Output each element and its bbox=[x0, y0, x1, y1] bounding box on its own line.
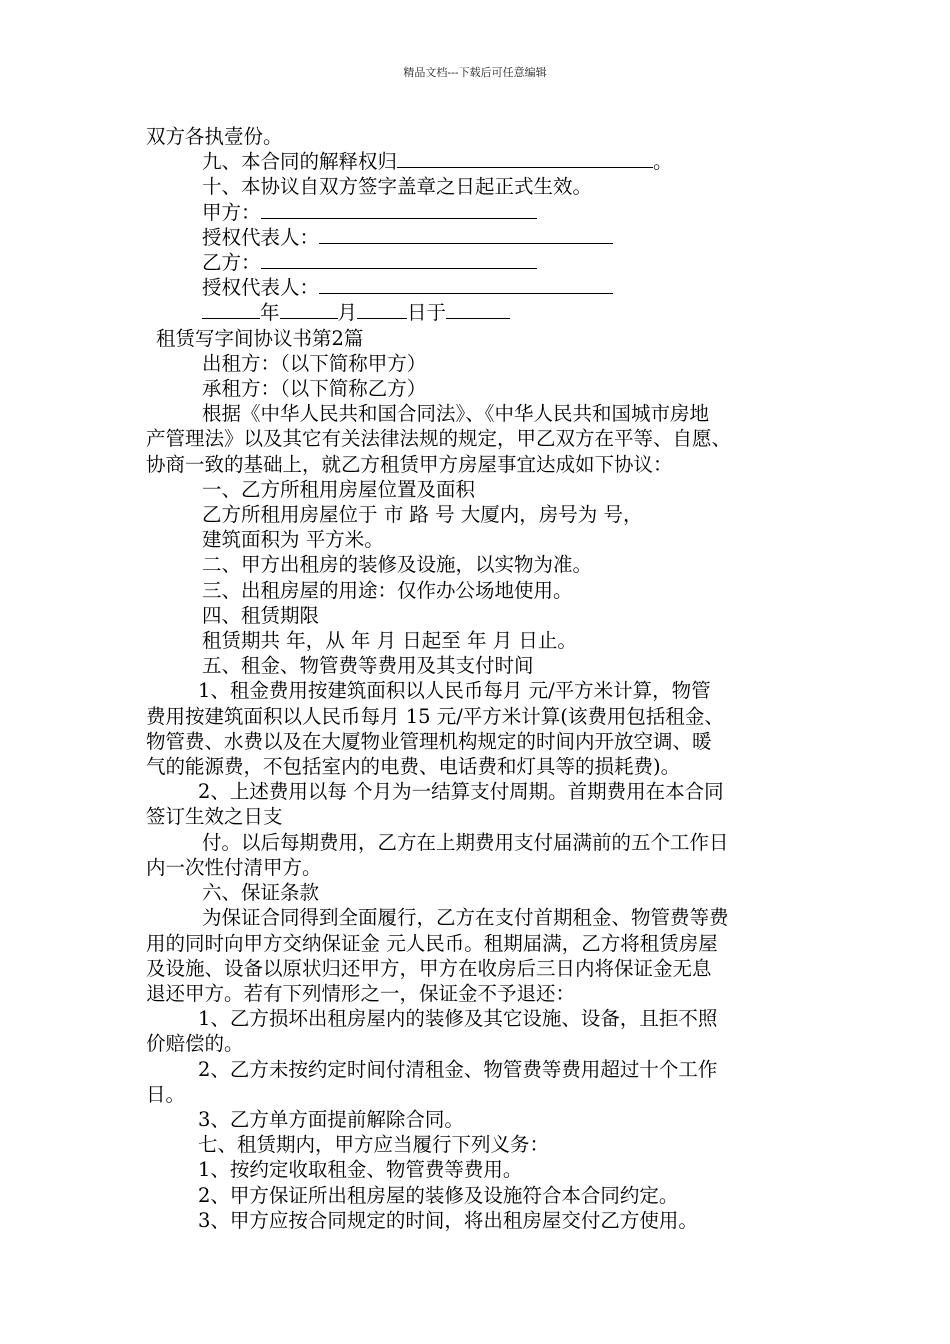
date-place-line bbox=[146, 300, 811, 325]
section-title: 租赁写字间协议书第2篇 bbox=[156, 326, 364, 350]
blank-line bbox=[202, 300, 260, 319]
clause-heading: 一、乙方所租用房屋位置及面积 bbox=[202, 477, 476, 501]
blank-line bbox=[397, 149, 653, 168]
party-b-rep-signature bbox=[146, 275, 811, 300]
blank-line bbox=[261, 250, 537, 269]
text-line: 及设施、设备以原状归还甲方，甲方在收房后三日内将保证金无息 bbox=[146, 956, 712, 980]
party-a-rep-signature bbox=[146, 225, 811, 250]
text-line: 价赔偿的。 bbox=[146, 1032, 244, 1056]
year-label: 年 bbox=[260, 301, 280, 325]
text-line: 协商一致的基础上，就乙方租赁甲方房屋事宜达成如下协议： bbox=[146, 452, 673, 476]
party-a-rep-label: 授权代表人： bbox=[202, 225, 320, 249]
text-line: 为保证合同得到全面履行，乙方在支付首期租金、物管费等费 bbox=[202, 906, 729, 930]
clause-heading: 三、出租房屋的用途：仅作办公场地使用。 bbox=[202, 578, 573, 602]
clause-heading: 六、保证条款 bbox=[202, 881, 320, 905]
party-b-rep-label: 授权代表人： bbox=[202, 276, 320, 300]
month-label: 月 bbox=[337, 301, 358, 325]
clause-nine bbox=[146, 149, 811, 174]
clause-heading: 二、甲方出租房的装修及设施，以实物为准。 bbox=[202, 553, 593, 577]
text-line: 2、上述费用以每 个月为一结算支付周期。首期费用在本合同 bbox=[198, 780, 724, 804]
day-label: 日于 bbox=[407, 301, 447, 325]
text-line: 退还甲方。若有下列情形之一，保证金不予退还： bbox=[146, 981, 576, 1005]
text-line: 日。 bbox=[146, 1082, 186, 1106]
text-line: 根据《中华人民共和国合同法》、《中华人民共和国城市房地 bbox=[202, 402, 710, 426]
text-line: 产管理法》以及其它有关法律法规的规定，甲乙双方在平等、自愿、 bbox=[146, 427, 732, 451]
clause-ten: 十、本协议自双方签字盖章之日起正式生效。 bbox=[202, 175, 593, 199]
text-line: 乙方所租用房屋位于 市 路 号 大厦内，房号为 号， bbox=[202, 503, 643, 527]
clause-nine-text: 九、本合同的解释权归 bbox=[202, 150, 398, 174]
clause-heading: 七、租赁期内，甲方应当履行下列义务： bbox=[198, 1133, 550, 1157]
period: 。 bbox=[653, 150, 673, 174]
lessor-line: 出租方：（以下简称甲方） bbox=[202, 351, 427, 375]
text-line: 3、乙方单方面提前解除合同。 bbox=[198, 1107, 464, 1131]
blank-line bbox=[357, 300, 407, 319]
blank-line bbox=[319, 225, 613, 244]
text-line: 租赁期共 年，从 年 月 日起至 年 月 日止。 bbox=[202, 629, 577, 653]
text-line: 1、按约定收取租金、物管费等费用。 bbox=[198, 1158, 523, 1182]
text-line: 费用按建筑面积以人民币每月 15 元/平方米计算(该费用包括租金、 bbox=[146, 704, 724, 728]
lessee-line: 承租方：（以下简称乙方） bbox=[202, 377, 427, 401]
blank-line bbox=[319, 275, 613, 294]
text-line: 签订生效之日支 bbox=[146, 805, 283, 829]
party-a-label: 甲方： bbox=[202, 200, 261, 224]
text-line: 建筑面积为 平方米。 bbox=[202, 528, 384, 552]
document-body bbox=[146, 124, 811, 1233]
text-line: 2、甲方保证所出租房屋的装修及设施符合本合同约定。 bbox=[198, 1183, 679, 1207]
text-line: 付。以后每期费用，乙方在上期费用支付届满前的五个工作日 bbox=[202, 830, 729, 854]
clause-heading: 四、租赁期限 bbox=[202, 603, 320, 627]
text-line: 1、乙方损坏出租房屋内的装修及其它设施、设备，且拒不照 bbox=[198, 1007, 718, 1031]
text-line: 气的能源费，不包括室内的电费、电话费和灯具等的损耗费)。 bbox=[146, 755, 681, 779]
party-a-signature bbox=[146, 200, 811, 225]
blank-line bbox=[261, 200, 537, 219]
blank-line bbox=[446, 300, 510, 319]
clause-heading: 五、租金、物管费等费用及其支付时间 bbox=[202, 654, 534, 678]
text-line: 用的同时向甲方交纳保证金 元人民币。租期届满，乙方将租赁房屋 bbox=[146, 931, 718, 955]
text-line: 2、乙方未按约定时间付清租金、物管费等费用超过十个工作 bbox=[198, 1057, 718, 1081]
text-line: 3、甲方应按合同规定的时间，将出租房屋交付乙方使用。 bbox=[198, 1208, 698, 1232]
party-b-signature bbox=[146, 250, 811, 275]
party-b-label: 乙方： bbox=[202, 251, 261, 275]
text-line: 1、租金费用按建筑面积以人民币每月 元/平方米计算，物管 bbox=[198, 679, 711, 703]
text-line: 双方各执壹份。 bbox=[146, 125, 283, 148]
blank-line bbox=[280, 300, 338, 319]
text-line: 内一次性付清甲方。 bbox=[146, 855, 322, 879]
text-line: 物管费、水费以及在大厦物业管理机构规定的时间内开放空调、暖 bbox=[146, 729, 712, 753]
page-header: 精品文档---下载后可任意编辑 bbox=[403, 66, 547, 79]
